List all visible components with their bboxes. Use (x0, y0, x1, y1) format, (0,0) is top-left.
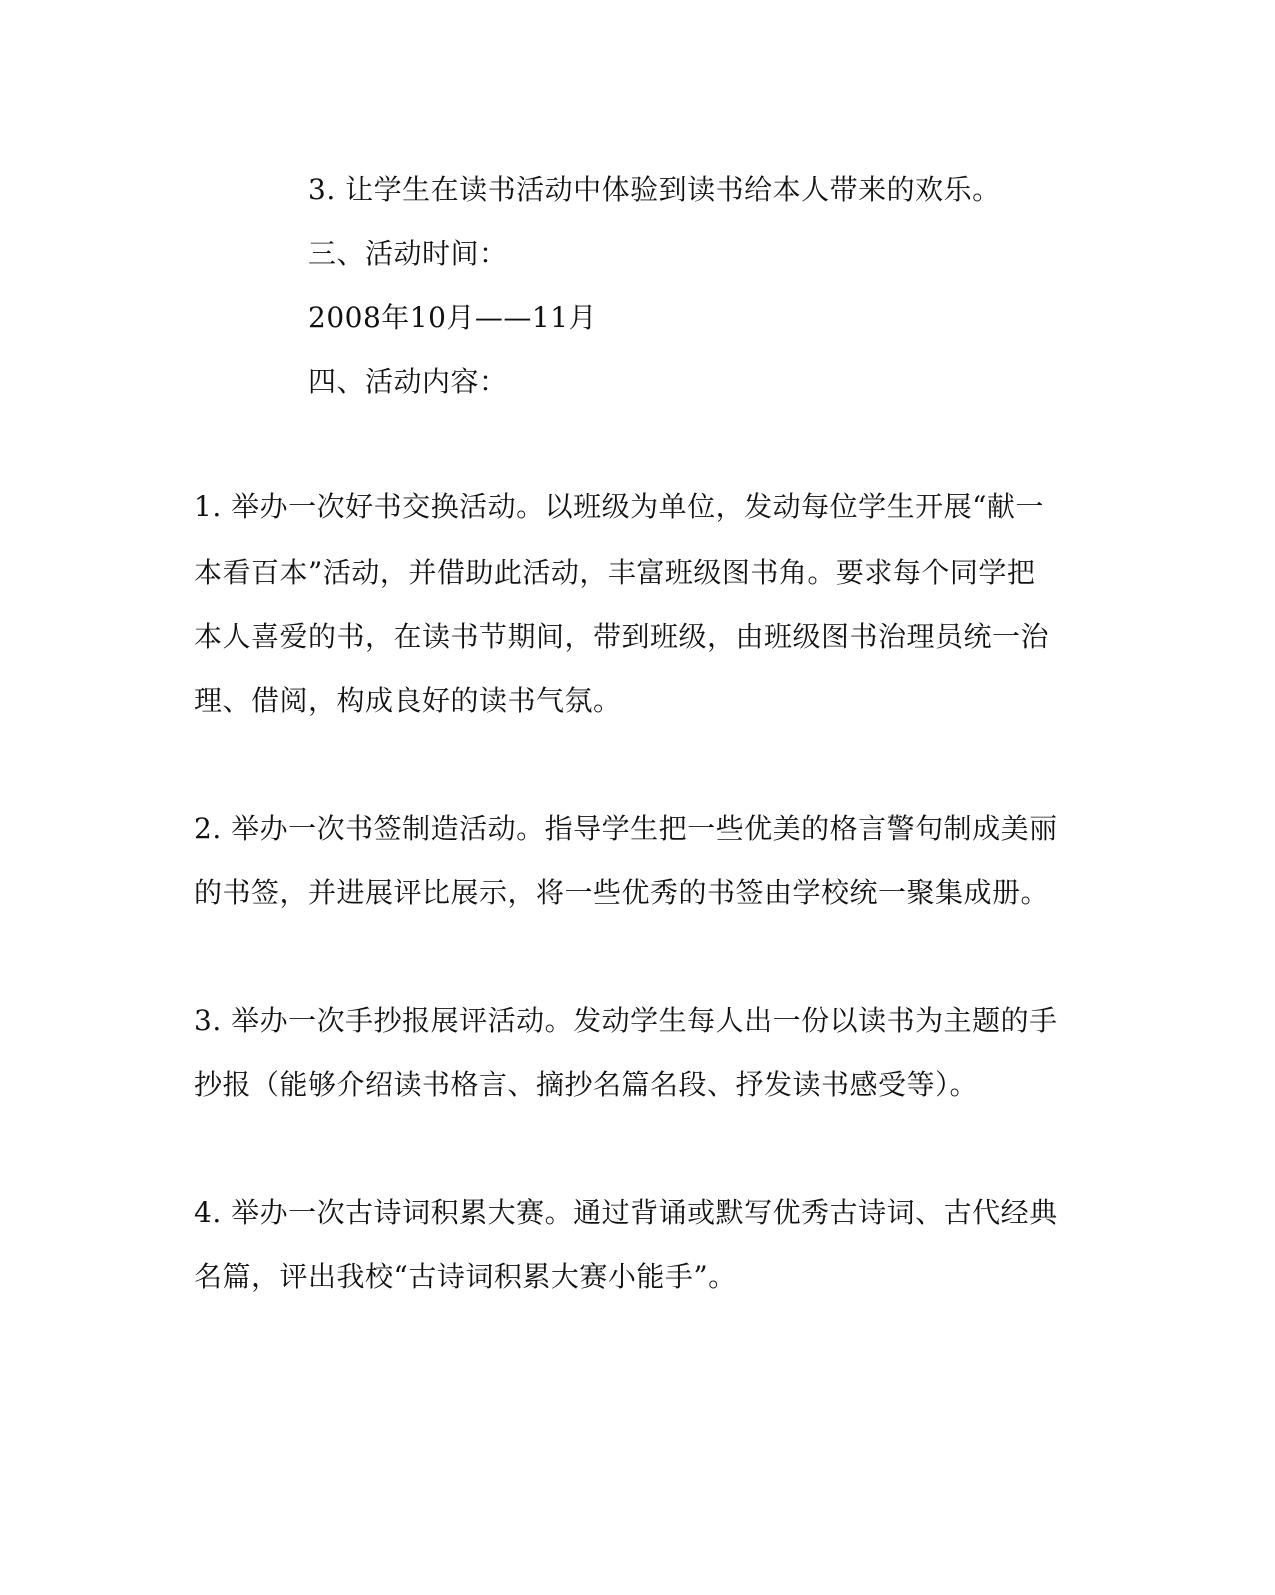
item-1-line-4: 理、借阅，构成良好的读书气氛。 (194, 684, 622, 717)
time-value: 2008年10月——11月 (308, 301, 598, 334)
item-2-line-1: 2. 举办一次书签制造活动。指导学生把一些优美的格言警句制成美丽 (194, 812, 1058, 845)
item-3-line-2: 抄报（能够介绍读书格言、摘抄名篇名段、抒发读书感受等）。 (194, 1068, 979, 1101)
item-4-line-2: 名篇，评出我校“古诗词积累大赛小能手”。 (194, 1260, 737, 1293)
item-1-line-2: 本看百本”活动，并借助此活动，丰富班级图书角。要求每个同学把 (194, 556, 1036, 589)
goal-line: 3. 让学生在读书活动中体验到读书给本人带来的欢乐。 (308, 173, 1001, 206)
item-3-line-1: 3. 举办一次手抄报展评活动。发动学生每人出一份以读书为主题的手 (194, 1004, 1058, 1037)
section-content-heading: 四、活动内容： (308, 365, 508, 398)
item-4-line-1: 4. 举办一次古诗词积累大赛。通过背诵或默写优秀古诗词、古代经典 (194, 1196, 1058, 1229)
item-2-line-2: 的书签，并进展评比展示，将一些优秀的书签由学校统一聚集成册。 (194, 876, 1050, 909)
item-1-line-3: 本人喜爱的书，在读书节期间，带到班级，由班级图书治理员统一治 (194, 620, 1050, 653)
item-1-line-1: 1. 举办一次好书交换活动。以班级为单位，发动每位学生开展“献一 (194, 490, 1044, 523)
section-time-heading: 三、活动时间： (308, 237, 508, 270)
